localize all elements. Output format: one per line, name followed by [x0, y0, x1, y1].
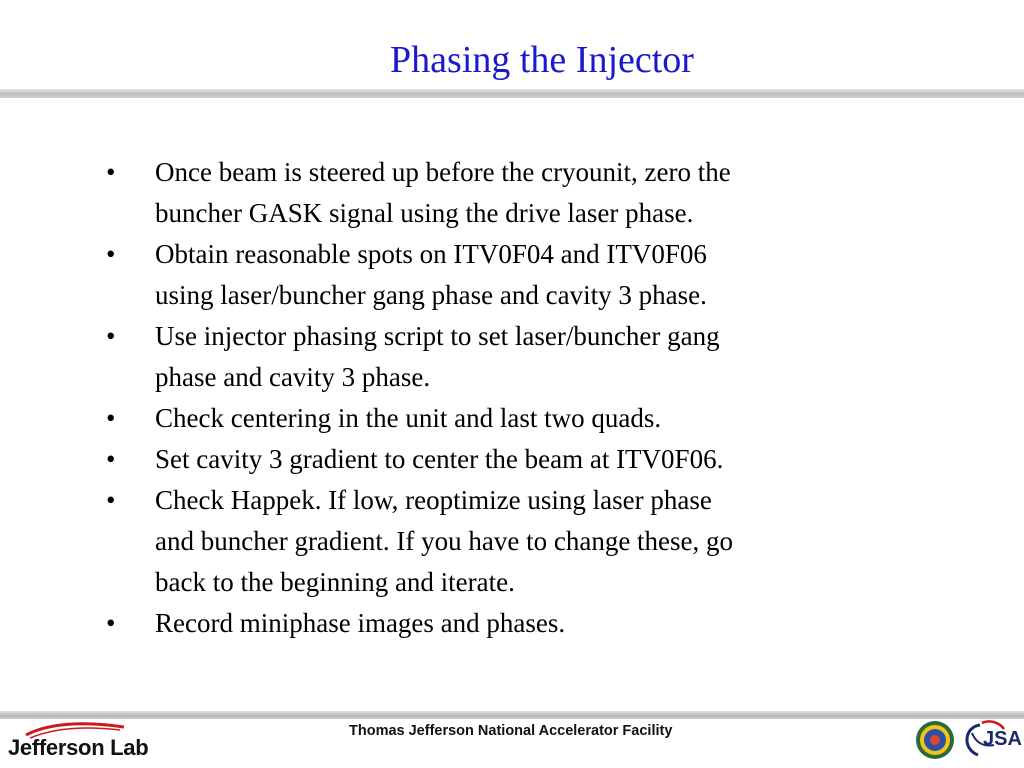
facility-name: Thomas Jefferson National Accelerator Facility — [349, 723, 673, 739]
bullet-text-line: Use injector phasing script to set laser/buncher gang — [155, 321, 720, 351]
bullet-item — [106, 439, 915, 480]
title-divider-bar — [0, 89, 1024, 98]
bullet-text-line: Check centering in the unit and last two quads. — [155, 403, 662, 433]
bullet-item — [106, 480, 915, 603]
bullet-text-line: Obtain reasonable spots on ITV0F04 and ITV0F06 — [155, 239, 707, 269]
bullet-list — [0, 152, 1024, 644]
bullet-marker: • — [106, 485, 116, 515]
footer-divider-bar — [0, 711, 1024, 719]
jsa-logo — [960, 719, 1022, 763]
jefferson-lab-logo-text: Jefferson Lab — [8, 735, 149, 760]
bullet-item — [106, 234, 915, 316]
bullet-item — [106, 398, 915, 439]
bullet-marker: • — [106, 608, 116, 638]
jsa-logo-text: JSA — [983, 728, 1022, 750]
bullet-text-line: back to the beginning and iterate. — [155, 567, 515, 597]
bullet-item — [106, 152, 915, 234]
jefferson-lab-logo — [4, 721, 164, 765]
slide-footer — [0, 719, 1024, 768]
bullet-item — [106, 316, 915, 398]
bullet-text-line: Record miniphase images and phases. — [155, 608, 566, 638]
bullet-text-line: buncher GASK signal using the drive laser phase. — [155, 198, 694, 228]
bullet-marker: • — [106, 157, 116, 187]
bullet-marker: • — [106, 239, 116, 269]
slide-title: Phasing the Injector — [390, 39, 694, 81]
bullet-marker: • — [106, 403, 116, 433]
bullet-text-line: phase and cavity 3 phase. — [155, 362, 431, 392]
bullet-marker: • — [106, 321, 116, 351]
bullet-text-line: Once beam is steered up before the cryounit, zero the — [155, 157, 731, 187]
doe-seal-icon — [914, 719, 956, 761]
bullet-text-line: Check Happek. If low, reoptimize using laser phase — [155, 485, 712, 515]
bullet-text-line: and buncher gradient. If you have to change these, go — [155, 526, 734, 556]
bullet-marker: • — [106, 444, 116, 474]
bullet-text-line: Set cavity 3 gradient to center the beam at ITV0F06. — [155, 444, 724, 474]
bullet-text-line: using laser/buncher gang phase and cavity 3 phase. — [155, 280, 707, 310]
bullet-item — [106, 603, 915, 644]
